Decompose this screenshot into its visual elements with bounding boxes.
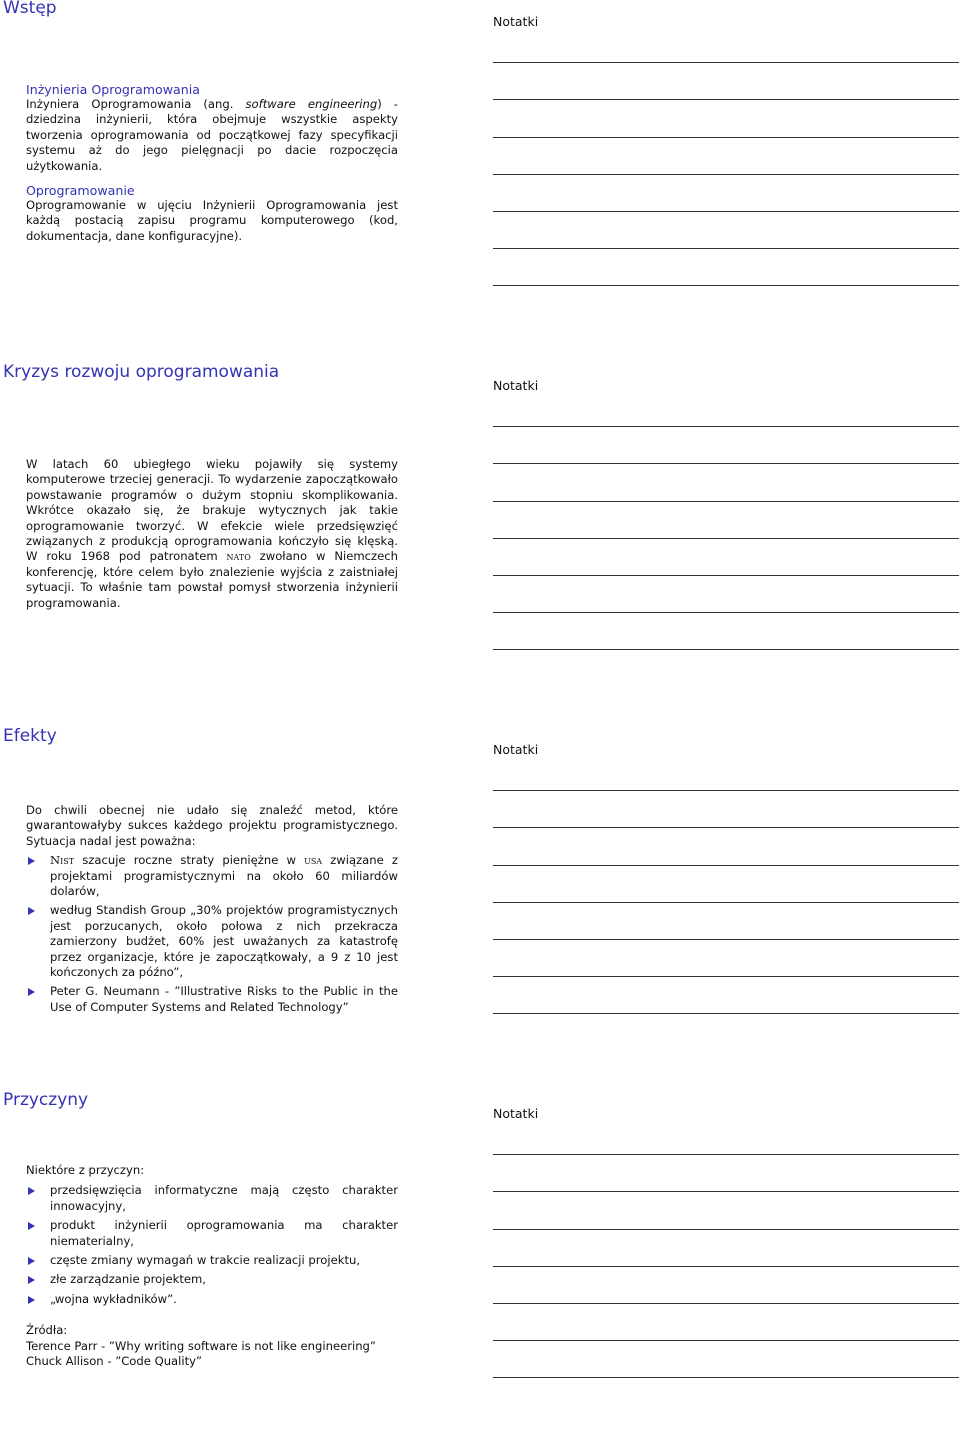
- slide-title: Wstęp: [3, 0, 57, 18]
- sources: [26, 1323, 398, 1369]
- list-item: przedsięwzięcia informatyczne mają często charakter innowacyjny,: [26, 1183, 398, 1214]
- slide-kryzys: [0, 364, 960, 724]
- block-title: Inżynieria Oprogramowania: [26, 82, 200, 97]
- block-text: Inżyniera Oprogramowania (ang. software engineering) - dziedzina inżynierii, która obejmuje wszystkie aspekty tworzenia oprogramowania od początkowej fazy specyfikacji systemu aż do jego pielęgnacji po dacie rozpoczęcia użytkowania.: [26, 97, 398, 173]
- list-item: według Standish Group „30% projektów programistycznych jest porzucanych, około połowa z nich przekracza zamierzony budżet, 60% jest uważanych za katastrofę przez organizacje, które je zapoczątkowały, a 9 z 10 jest kończonych za późno”,: [26, 903, 398, 980]
- triangle-bullet-icon: [28, 1187, 35, 1195]
- bullet-list: [26, 853, 398, 1015]
- slide-efekty: [0, 728, 960, 1088]
- block-title: Oprogramowanie: [26, 183, 135, 199]
- notes-label: Notatki: [493, 1106, 539, 1121]
- slide-content: [26, 803, 398, 1019]
- triangle-bullet-icon: [28, 1276, 35, 1284]
- notes-label: Notatki: [493, 378, 539, 393]
- slide-title: Przyczyny: [3, 1090, 89, 1110]
- paragraph: W latach 60 ubiegłego wieku pojawiły się systemy komputerowe trzeciej generacji. To wydarzenie zapoczątkowało powstawanie programów o dużym stopniu skomplikowania. Wkrótce okazało się, że brakuje wytycznych jak takie oprogramowanie tworzyć. W efekcie wiele przedsięwzięć związanych z produkcją oprogramowania kończyło się klęską. W roku 1968 pod patronatem nato zwołano w Niemczech konferencję, które celem było znalezienie wyjścia z zaistniałej sytuacji. To właśnie tam powstał pomysł stworzenia inżynierii programowania.: [26, 457, 398, 610]
- list-item: złe zarządzanie projektem,: [26, 1272, 398, 1287]
- notes-label: Notatki: [493, 14, 539, 29]
- slide-content: [26, 457, 398, 611]
- slide-title: Efekty: [3, 726, 57, 746]
- slide-title: Kryzys rozwoju oprogramowania: [3, 362, 280, 382]
- triangle-bullet-icon: [28, 1257, 35, 1265]
- bullet-list: [26, 1183, 398, 1307]
- list-item: produkt inżynierii oprogramowania ma charakter niematerialny,: [26, 1218, 398, 1249]
- source-item: Chuck Allison - ”Code Quality”: [26, 1354, 203, 1369]
- slide-wstep: [0, 0, 960, 360]
- list-item: częste zmiany wymagań w trakcie realizacji projektu,: [26, 1253, 398, 1268]
- slide-przyczyny: [0, 1092, 960, 1452]
- triangle-bullet-icon: [28, 857, 35, 865]
- list-item: „wojna wykładników”.: [26, 1292, 398, 1307]
- triangle-bullet-icon: [28, 988, 35, 996]
- slide-content: [26, 1163, 398, 1369]
- triangle-bullet-icon: [28, 1296, 35, 1304]
- source-item: Terence Parr - ”Why writing software is not like engineering”: [26, 1338, 376, 1353]
- triangle-bullet-icon: [28, 1222, 35, 1230]
- sources-label: Źródła:: [26, 1323, 68, 1338]
- block-text: Oprogramowanie w ujęciu Inżynierii Oprogramowania jest każdą postacią zapisu programu komputerowego (kod, dokumentacja, dane konfiguracyjne).: [26, 198, 398, 243]
- intro-text: Niektóre z przyczyn:: [26, 1163, 145, 1177]
- triangle-bullet-icon: [28, 907, 35, 915]
- notes-label: Notatki: [493, 742, 539, 757]
- intro-text: Do chwili obecnej nie udało się znaleźć metod, które gwarantowałyby sukces każdego projektu programistycznego. Sytuacja nadal jest poważna:: [26, 803, 398, 848]
- list-item: Peter G. Neumann - ”Illustrative Risks to the Public in the Use of Computer Systems and Related Technology”: [26, 984, 398, 1015]
- list-item: Nist szacuje roczne straty pieniężne w usa związane z projektami programistycznymi na około 60 miliardów dolarów,: [26, 853, 398, 899]
- slide-content: [26, 82, 398, 253]
